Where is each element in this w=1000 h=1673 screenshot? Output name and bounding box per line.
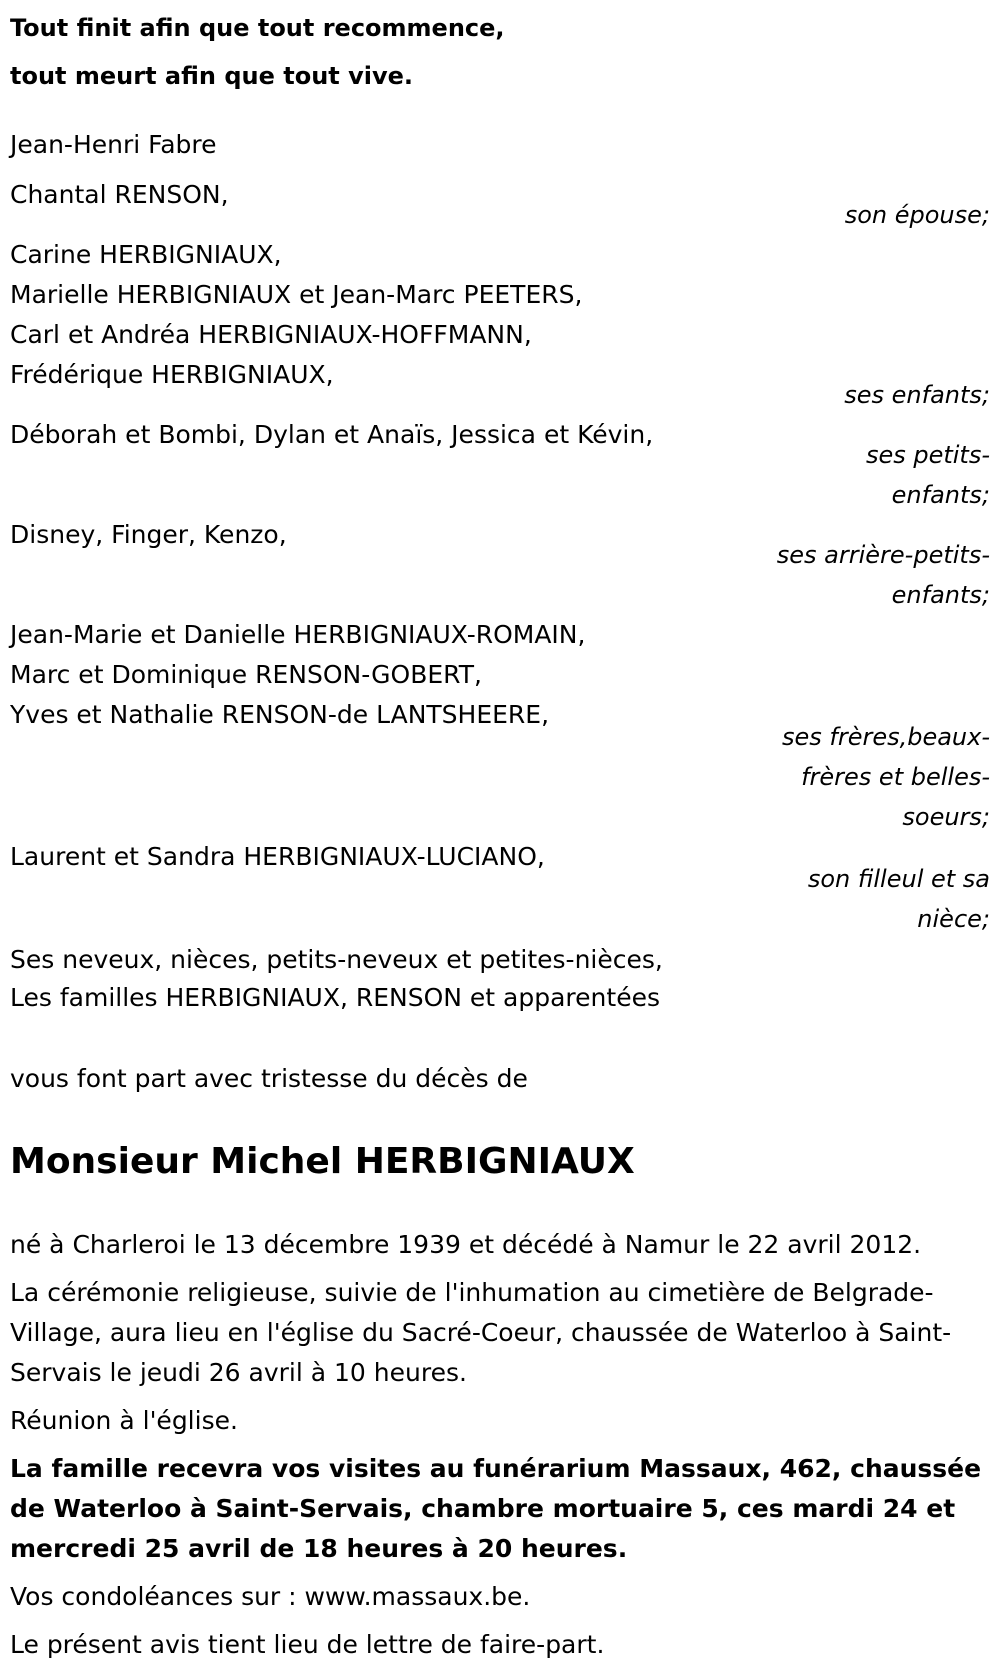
family-relation: [775, 859, 990, 939]
relation-line: son filleul et sa: [807, 865, 990, 893]
family-relation: [775, 435, 990, 515]
birth-death-dates: né à Charleroi le 13 décembre 1939 et décédé à Namur le 22 avril 2012.: [10, 1230, 922, 1259]
ceremony-details: La cérémonie religieuse, suivie de l'inhumation au cimetière de Belgrade-Village, aura lieu en l'église du Sacré-Coeur, chaussée de Waterloo à Saint-Servais le jeudi 26 avril à 10 heures.: [10, 1278, 952, 1387]
family-names: [10, 415, 653, 515]
family-name-line: Carine HERBIGNIAUX,: [10, 240, 282, 269]
family-name-line: Marielle HERBIGNIAUX et Jean-Marc PEETERS,: [10, 280, 583, 309]
relation-line: ses arrière-petits-: [776, 541, 990, 569]
family-list: [10, 175, 990, 939]
family-name-line: Frédérique HERBIGNIAUX,: [10, 360, 334, 389]
deceased-name: Monsieur Michel HERBIGNIAUX: [10, 1141, 635, 1182]
family-name-line: Marc et Dominique RENSON-GOBERT,: [10, 660, 482, 689]
family-name-line: Disney, Finger, Kenzo,: [10, 520, 287, 549]
family-name-line: Jean-Marie et Danielle HERBIGNIAUX-ROMAIN,: [10, 620, 586, 649]
relation-line: ses frères,beaux-: [781, 723, 990, 751]
epigraph: [10, 0, 990, 100]
family-relation: [775, 195, 990, 235]
epigraph-author: Jean-Henri Fabre: [10, 130, 217, 159]
family-names: [10, 235, 582, 415]
relation-line: son épouse;: [844, 201, 990, 229]
epigraph-line-2: tout meurt afin que tout vive.: [10, 62, 414, 90]
notice-statement: Le présent avis tient lieu de lettre de faire-part.: [10, 1630, 605, 1659]
epigraph-line-1: Tout finit afin que tout recommence,: [10, 14, 505, 42]
family-names: [10, 515, 287, 615]
family-names: [10, 837, 545, 939]
relation-line: enfants;: [891, 581, 990, 609]
family-relation: [775, 375, 990, 415]
family-names: [10, 175, 229, 235]
announcement-text: vous font part avec tristesse du décès de: [10, 1064, 528, 1093]
relation-line: ses enfants;: [844, 381, 990, 409]
family-name-line: Déborah et Bombi, Dylan et Anaïs, Jessica et Kévin,: [10, 420, 654, 449]
family-row: [10, 415, 990, 515]
family-row: [10, 235, 990, 415]
family-relation: [775, 717, 990, 837]
relation-line: soeurs;: [902, 803, 990, 831]
family-row: [10, 837, 990, 939]
family-relation: [775, 535, 990, 615]
reunion-note: Réunion à l'église.: [10, 1406, 238, 1435]
family-name-line: Chantal RENSON,: [10, 180, 229, 209]
relation-line: nièce;: [917, 905, 990, 933]
family-name-line: Laurent et Sandra HERBIGNIAUX-LUCIANO,: [10, 842, 545, 871]
extended-family-line: Les familles HERBIGNIAUX, RENSON et apparentées: [10, 983, 660, 1012]
family-names: [10, 615, 585, 837]
condolences-link: Vos condoléances sur : www.massaux.be.: [10, 1582, 531, 1611]
family-row: [10, 515, 990, 615]
family-name-line: Yves et Nathalie RENSON-de LANTSHEERE,: [10, 700, 550, 729]
relation-line: frères et belles-: [801, 763, 990, 791]
extended-family: [10, 941, 990, 1017]
extended-family-line: Ses neveux, nièces, petits-neveux et petites-nièces,: [10, 945, 663, 974]
family-row: [10, 615, 990, 837]
family-row: [10, 175, 990, 235]
family-name-line: Carl et Andréa HERBIGNIAUX-HOFFMANN,: [10, 320, 532, 349]
visitation-details: La famille recevra vos visites au funérarium Massaux, 462, chaussée de Waterloo à Saint-Servais, chambre mortuaire 5, ces mardi 24 et mercredi 25 avril de 18 heures à 20 heures.: [10, 1454, 982, 1563]
relation-line: ses petits-enfants;: [865, 441, 990, 509]
